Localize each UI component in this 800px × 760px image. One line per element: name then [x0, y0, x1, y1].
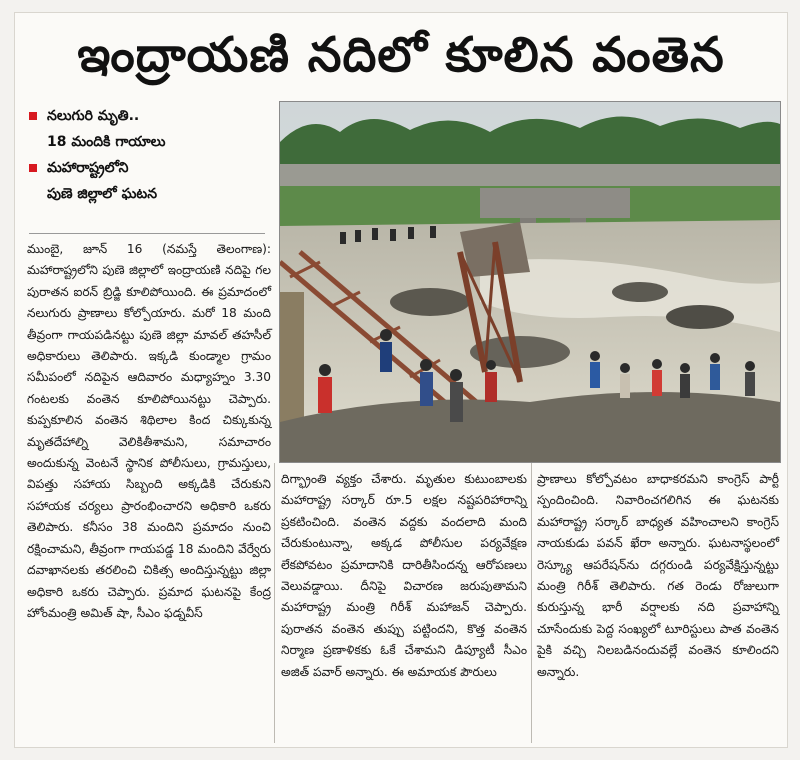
- column-divider: [531, 463, 532, 743]
- article-column-2: [281, 469, 527, 683]
- article-column-1: [27, 239, 271, 624]
- bullet-line: నలుగురి మృతి..: [47, 108, 140, 124]
- bullet-item: [29, 103, 265, 155]
- divider: [29, 233, 265, 234]
- bullet-square-icon: [29, 112, 37, 120]
- summary-bullets: [29, 103, 265, 207]
- bullet-square-icon: [29, 164, 37, 172]
- bullet-line: 18 మందికి గాయాలు: [47, 134, 166, 150]
- column-divider: [274, 463, 275, 743]
- bridge-collapse-photo: [279, 101, 781, 463]
- article-column-3: [537, 469, 779, 683]
- article-text: ప్రాణాలు కోల్పోవటం బాధాకరమని కాంగ్రెస్ పార్టీ స్పందించింది. నివారించగలిగిన ఈ ఘటనకు మహారాష్ట్ర సర్కార్ బాధ్యత వహించాలని కాంగ్రెస్ నాయకుడు పవన్ ఖేరా అన్నారు. ఘటనాస్థలంలో రెస్క్యూ ఆపరేషన్‌ను దగ్గరుండి పర్యవేక్షిస్తున్నట్టు మంత్రి గిరీశ్ తెలిపారు. గత రెండు రోజులుగా కురుస్తున్న భారీ వర్షాలకు నది ప్రవాహాన్ని చూసేందుకు పెద్ద సంఖ్యలో టూరిస్టులు పాత వంతెన పైకి వచ్చి నిలబడినందువల్లే వంతెన కూలిందని అన్నారు.: [537, 472, 779, 679]
- bullet-line: మహారాష్ట్రలోని: [47, 160, 129, 176]
- bullet-line: పుణె జిల్లాలో ఘటన: [47, 186, 158, 202]
- headline: ఇంద్రాయణి నదిలో కూలిన వంతెన: [77, 27, 725, 83]
- article-text: దిగ్భ్రాంతి వ్యక్తం చేశారు. మృతుల కుటుంబాలకు మహారాష్ట్ర సర్కార్ రూ.5 లక్షల నష్టపరిహారాన్ని ప్రకటించింది. వంతెన వద్దకు వందలాది మంది చేరుకుంటున్నా, అక్కడ పోలీసుల పర్యవేక్షణ లేకపోవటం ప్రమాదానికి దారితీసిందన్న ఆరోపణలు వెలువడ్డాయి. దీనిపై విచారణ జరుపుతామని మహారాష్ట్ర మంత్రి గిరీశ్ మహాజన్ చెప్పారు. పురాతన వంతెన తుప్పు పట్టిందని, కొత్త వంతెన నిర్మాణ ప్రణాళికకు ఓకే చేశామని డిప్యూటీ సీఎం అజిత్ పవార్ అన్నారు. ఈ అమాయక పౌరులు: [281, 472, 527, 679]
- article-text: ముంబై, జూన్ 16 (నమస్తే తెలంగాణ): మహారాష్ట్రలోని పుణె జిల్లాలో ఇంద్రాయణి నదిపై గల పురాతన ఐరన్ బ్రిడ్జి కూలిపోయింది. ఈ ప్రమాదంలో నలుగురు ప్రాణాలు కోల్పోయారు. మరో 18 మంది తీవ్రంగా గాయపడినట్టు పుణె జిల్లా మావల్ తహసీల్ అధికారులు తెలిపారు. ఇక్కడి కుండ్మాల గ్రామం సమీపంలో నదిపైన ఆదివారం మధ్యాహ్నం 3.30 గంటలకు వంతెన కూలిపోయినట్టు చెప్పారు. కుప్పకూలిన వంతెన శిథిలాల కింద చిక్కుకున్న మృతదేహాల్ని వెలికితీశామని, సమాచారం అందుకున్న వెంటనే స్థానిక పోలీసులు, గ్రామస్తులు, విపత్తు సహాయ సిబ్బంది అక్కడికి చేరుకుని సహాయక చర్యలు ప్రారంభించారని అధికారి ఒకరు తెలిపారు. కనీసం 38 మందిని ప్రమాదం నుంచి రక్షించామని, తీవ్రంగా గాయపడ్డ 18 మందిని వేర్వేరు దవాఖానలకు తరలించి చికిత్స అందిస్తున్నట్టు జిల్లా అధికారి ఒకరు చెప్పారు. ప్రమాద ఘటనపై కేంద్ర హోంమంత్రి అమిత్ షా, సీఎం ఫడ్నవీస్: [27, 242, 271, 620]
- bullet-item: [29, 155, 265, 207]
- newspaper-page: [14, 12, 788, 748]
